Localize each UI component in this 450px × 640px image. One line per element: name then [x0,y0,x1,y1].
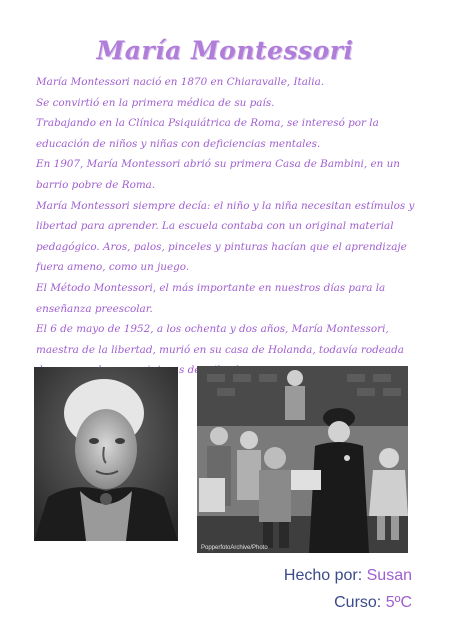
author-credit [284,567,412,585]
author-value: Susan [366,567,412,584]
course-label: Curso: [334,594,382,611]
children-image [197,366,408,553]
photo-watermark: PopperfotoArchive/Photo [201,545,268,551]
author-label: Hecho por: [283,567,363,584]
page-title: María Montessori [96,36,354,65]
biography-text [36,72,416,381]
portrait-image [34,367,178,541]
children-photo [197,366,408,553]
paragraph-birth: María Montessori nació en 1870 en Chiaravalle, Italia. [36,76,325,88]
paragraph-clinic: Trabajando en la Clínica Psiquiátrica de Roma, se interesó por la educación de niños y niñas con deficiencias mentales. [36,117,379,150]
paragraph-doctor: Se convirtió en la primera médica de su país. [36,96,275,109]
paragraph-casa-bambini: En 1907, María Montessori abrió su primera Casa de Bambini, en un barrio pobre de Roma. [36,158,400,191]
portrait-photo [34,367,178,541]
course-credit [334,594,412,612]
paragraph-philosophy: María Montessori siempre decía: el niño y la niña necesitan estímulos y libertad para aprender. La escuela contaba con un original material pedagógico. Aros, palos, pinceles y pinturas hacían que el aprendizaje fuera ameno, como un juego. [36,199,415,274]
paragraph-method: El Método Montessori, el más importante en nuestros días para la enseñanza preescolar. [36,281,386,315]
paragraph-death: El 6 de mayo de 1952, a los ochenta y dos años, María Montessori, maestra de la libertad, murió en su casa de Holanda, todavía rodeada de [36,323,404,377]
course-value: 5ºC [385,594,412,611]
